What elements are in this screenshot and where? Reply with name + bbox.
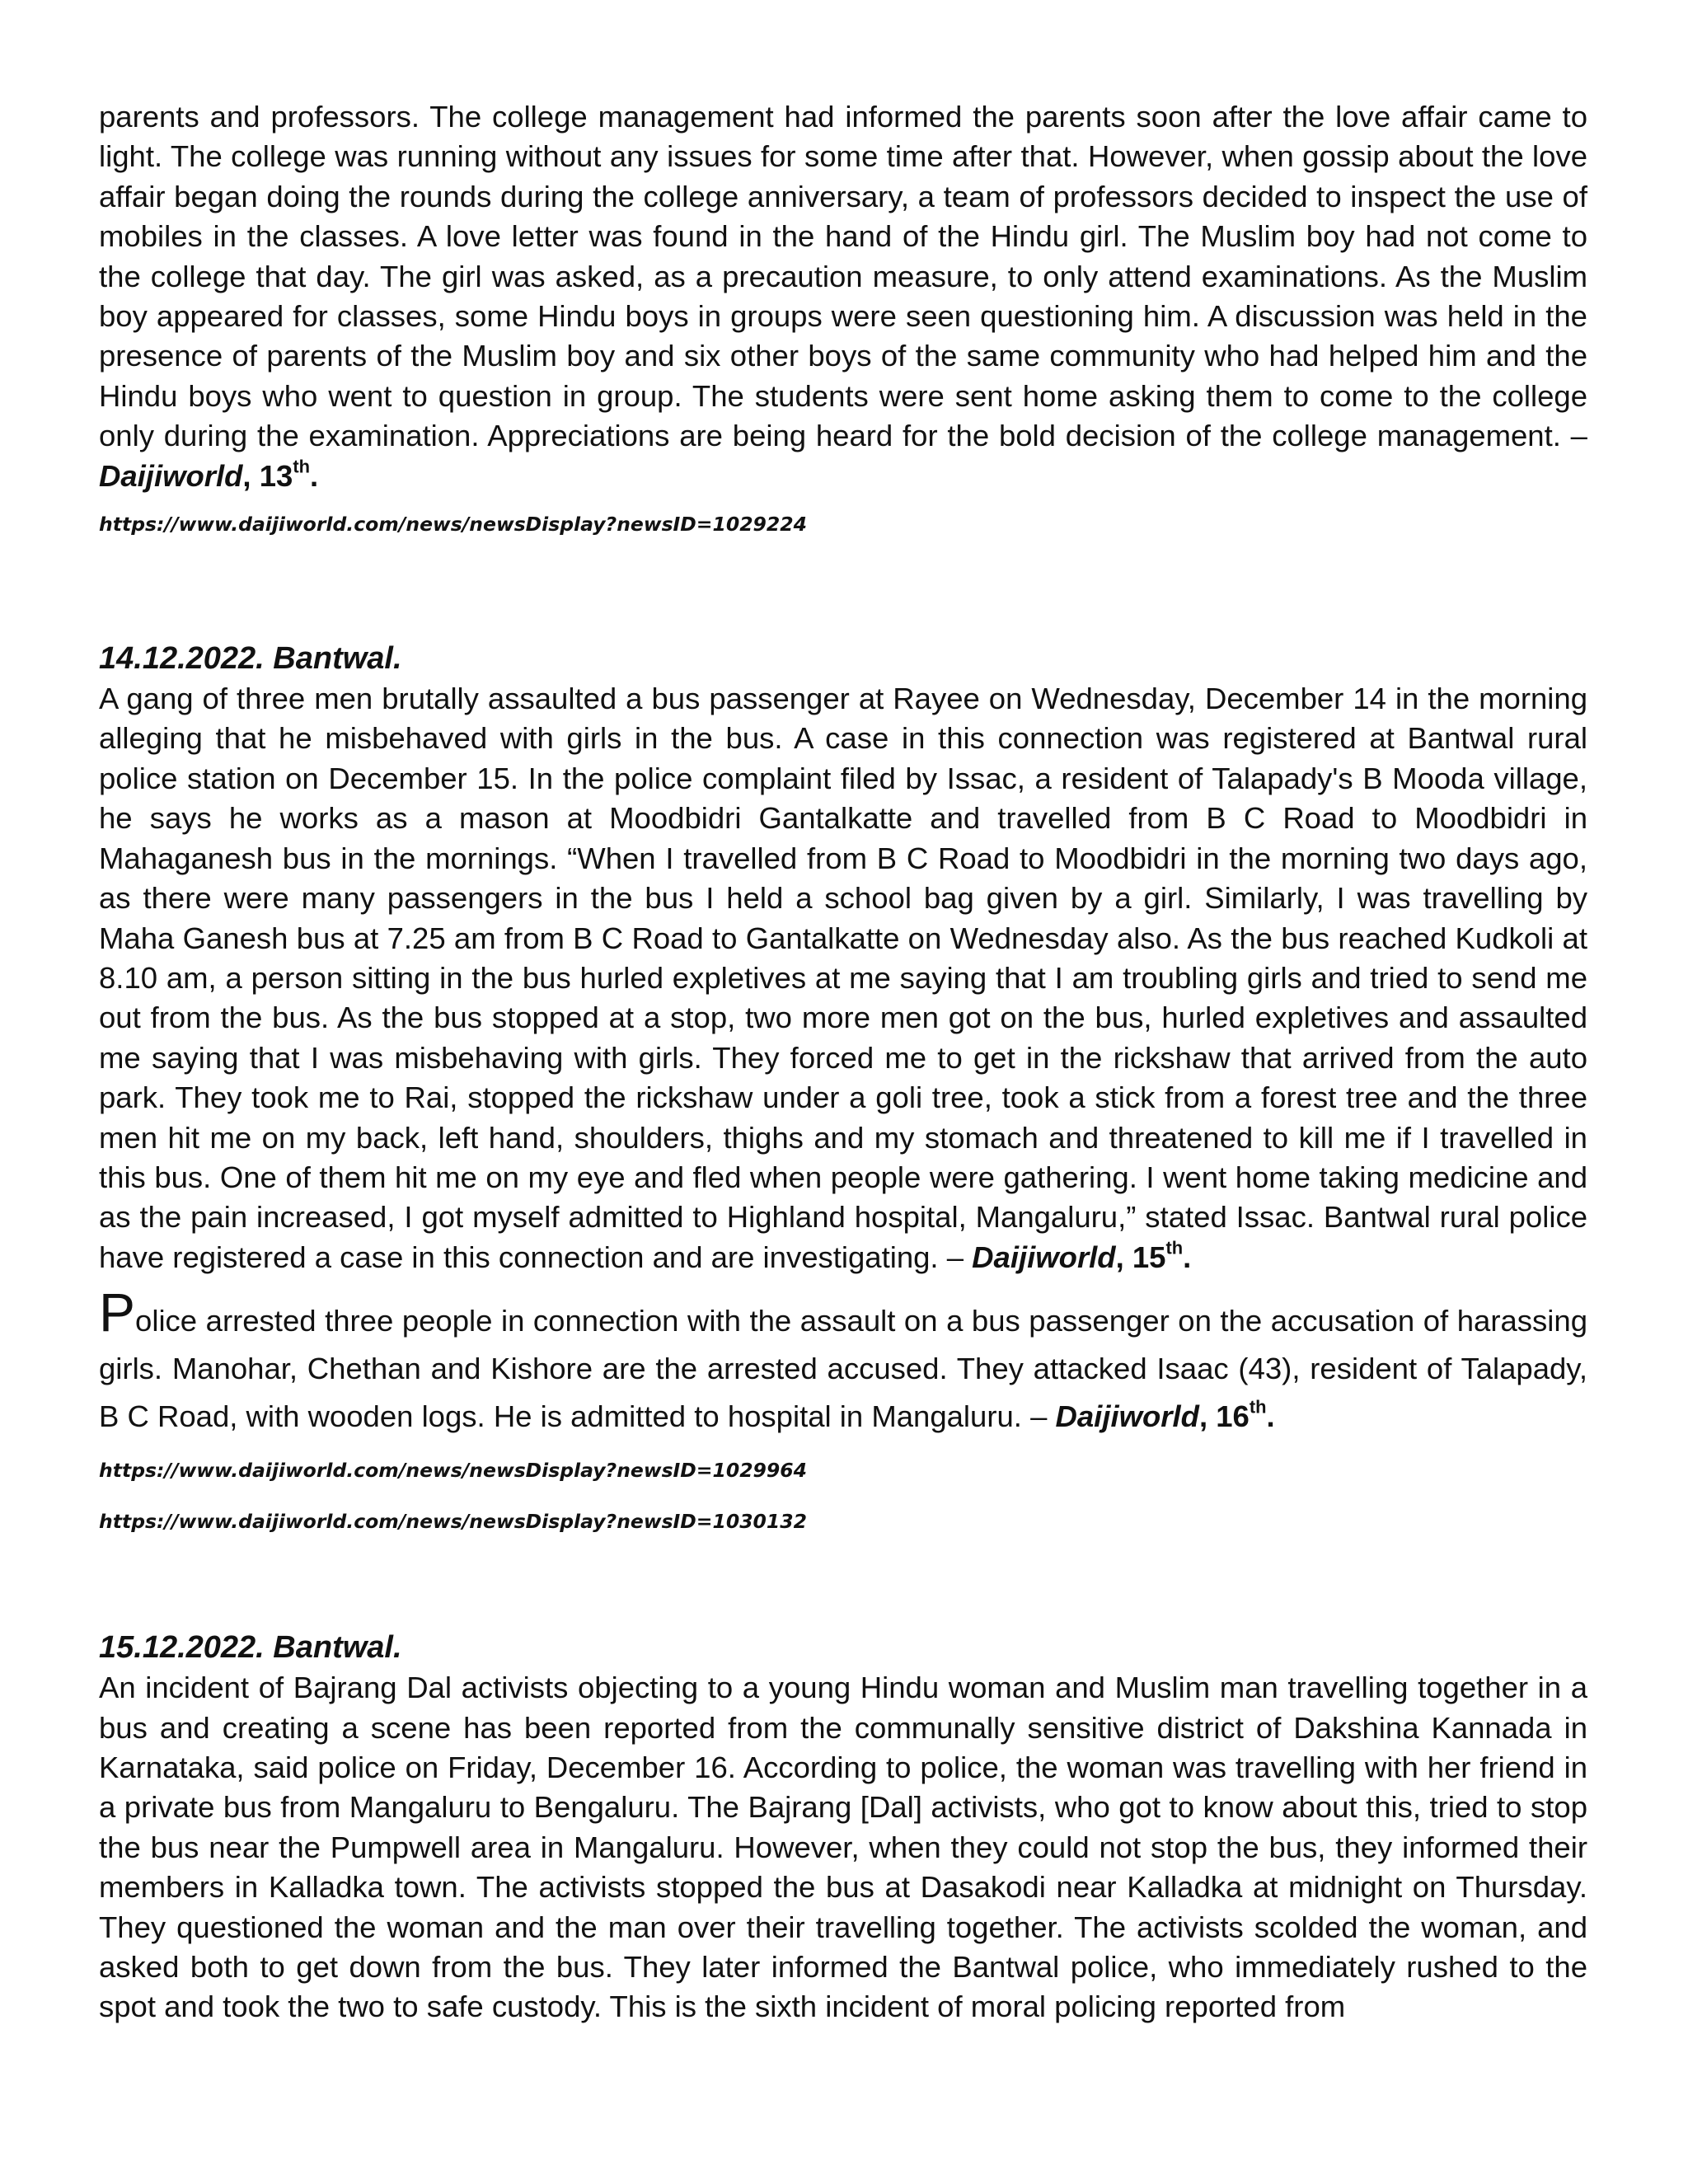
article-3-heading: 15.12.2022. Bantwal. bbox=[99, 1630, 402, 1666]
article-2-source: Daijiworld bbox=[972, 1240, 1116, 1274]
article-2-follow-up-source: Daijiworld bbox=[1055, 1399, 1199, 1434]
document-page bbox=[99, 97, 1587, 2027]
article-2-date: , 15th. bbox=[1115, 1237, 1192, 1274]
article-2-follow-up-date: , 16th. bbox=[1198, 1396, 1275, 1434]
article-1-paragraph bbox=[99, 97, 1587, 496]
article-2-follow-up-paragraph bbox=[99, 1282, 1587, 1441]
article-2-follow-up-body: olice arrested three people in connection with the assault on a bus passenger on the accusation of harassing girls. Manohar, Chethan and Kishore are the arrested accused. They attacked Isaac (43), resident of Talapady, B C Road, with wooden logs. He is admitted to hospital in Mangaluru. – bbox=[99, 1304, 1587, 1434]
article-1-source: Daijiworld bbox=[99, 458, 243, 493]
article-2-dropcap: P bbox=[99, 1282, 136, 1343]
article-1-url[interactable]: https://www.daijiworld.com/news/newsDisplay?newsID=1029224 bbox=[99, 513, 807, 537]
article-1-date: , 13th. bbox=[242, 456, 319, 493]
article-3-paragraph: An incident of Bajrang Dal activists objecting to a young Hindu woman and Muslim man travelling together in a bus and creating a scene has been reported from the communally sensitive district of Dakshina Kannada in Karnataka, said police on Friday, December 16. According to police, the woman was travelling with her friend in a private bus from Mangaluru to Bengaluru. The Bajrang [Dal] activists, who got to know about this, tried to stop the bus near the Pumpwell area in Mangaluru. However, when they could not stop the bus, they informed their members in Kalladka town. The activists stopped the bus at Dasakodi near Kalladka at midnight on Thursday. They questioned the woman and the man over their travelling together. The activists scolded the woman, and asked both to get down from the bus. They later informed the Bantwal police, who immediately rushed to the spot and took the two to safe custody. This is the sixth incident of moral policing reported from bbox=[99, 1671, 1587, 2024]
article-2-url-2[interactable]: https://www.daijiworld.com/news/newsDisplay?newsID=1030132 bbox=[99, 1510, 807, 1534]
article-2-heading: 14.12.2022. Bantwal. bbox=[99, 641, 402, 677]
article-2-paragraph bbox=[99, 679, 1587, 1277]
article-2-url-1[interactable]: https://www.daijiworld.com/news/newsDisplay?newsID=1029964 bbox=[99, 1459, 807, 1483]
article-1-body: parents and professors. The college management had informed the parents soon after the love affair came to light. The college was running without any issues for some time after that. However, when gossip about the love affair began doing the rounds during the college anniversary, a team of professors decided to inspect the use of mobiles in the classes. A love letter was found in the hand of the Hindu girl. The Muslim boy had not come to the college that day. The girl was asked, as a precaution measure, to only attend examinations. As the Muslim boy appeared for classes, some Hindu boys in groups were seen questioning him. A discussion was held in the presence of parents of the Muslim boy and six other boys of the same community who had helped him and the Hindu boys who went to question in group. The students were sent home asking them to come to the college only during the examination. Appreciations are being heard for the bold decision of the college management. – bbox=[99, 100, 1587, 453]
article-2-body: A gang of three men brutally assaulted a bus passenger at Rayee on Wednesday, December 14 in the morning alleging that he misbehaved with girls in the bus. A case in this connection was registered at Bantwal rural police station on December 15. In the police complaint filed by Issac, a resident of Talapady's B Mooda village, he says he works as a mason at Moodbidri Gantalkatte and travelled from B C Road to Moodbidri in Mahaganesh bus in the mornings. “When I travelled from B C Road to Moodbidri in the morning two days ago, as there were many passengers in the bus I held a school bag given by a girl. Similarly, I was travelling by Maha Ganesh bus at 7.25 am from B C Road to Gantalkatte on Wednesday also. As the bus reached Kudkoli at 8.10 am, a person sitting in the bus hurled expletives at me saying that I am troubling girls and tried to send me out from the bus. As the bus stopped at a stop, two more men got on the bus, hurled expletives and assaulted me saying that I was misbehaving with girls. They forced me to get in the rickshaw that arrived from the auto park. They took me to Rai, stopped the rickshaw under a goli tree, took a stick from a forest tree and the three men hit me on my back, left hand, shoulders, thighs and my stomach and threatened to kill me if I travelled in this bus. One of them hit me on my eye and fled when people were gathering. I went home taking medicine and as the pain increased, I got myself admitted to Highland hospital, Mangaluru,” stated Issac. Bantwal rural police have registered a case in this connection and are investigating. – bbox=[99, 682, 1587, 1274]
